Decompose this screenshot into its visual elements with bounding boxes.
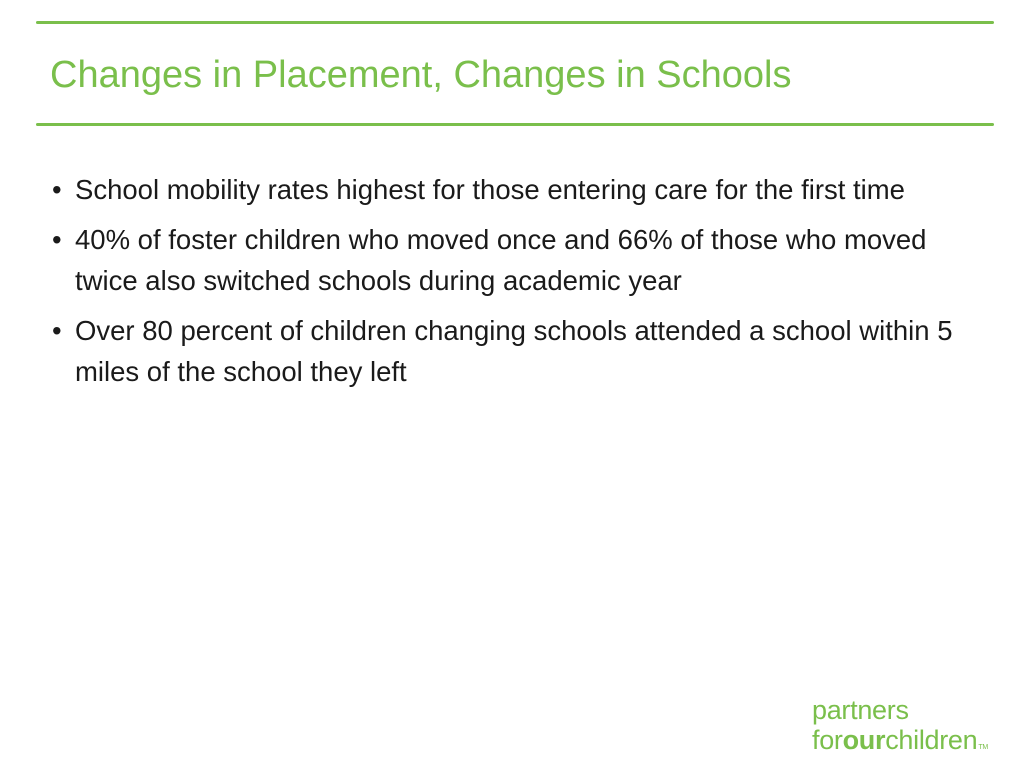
partners-for-our-children-logo	[812, 695, 1022, 759]
bullet-item	[52, 310, 982, 392]
bullet-text: School mobility rates highest for those entering care for the first time	[75, 174, 905, 205]
slide-title: Changes in Placement, Changes in Schools	[50, 54, 792, 96]
logo-word-our: our	[842, 725, 886, 755]
bullet-item	[52, 219, 982, 301]
logo-word-partners: partners	[812, 695, 909, 725]
bullet-item	[52, 169, 982, 210]
bullet-text: Over 80 percent of children changing schools attended a school within 5 miles of the school they left	[75, 315, 953, 387]
bullet-marker: •	[52, 174, 62, 205]
logo-word-children: children	[885, 725, 978, 755]
bullet-marker: •	[52, 315, 62, 346]
logo-line-for-our-children	[812, 725, 988, 763]
logo-word-for: for	[812, 725, 843, 755]
bullet-marker: •	[52, 224, 62, 255]
logo-trademark: TM	[978, 744, 988, 751]
bullet-text: 40% of foster children who moved once and 66% of those who moved twice also switched schools during academic year	[75, 224, 927, 296]
title-top-rule	[36, 21, 994, 24]
title-bottom-rule	[36, 123, 994, 126]
bullet-list	[52, 169, 982, 401]
